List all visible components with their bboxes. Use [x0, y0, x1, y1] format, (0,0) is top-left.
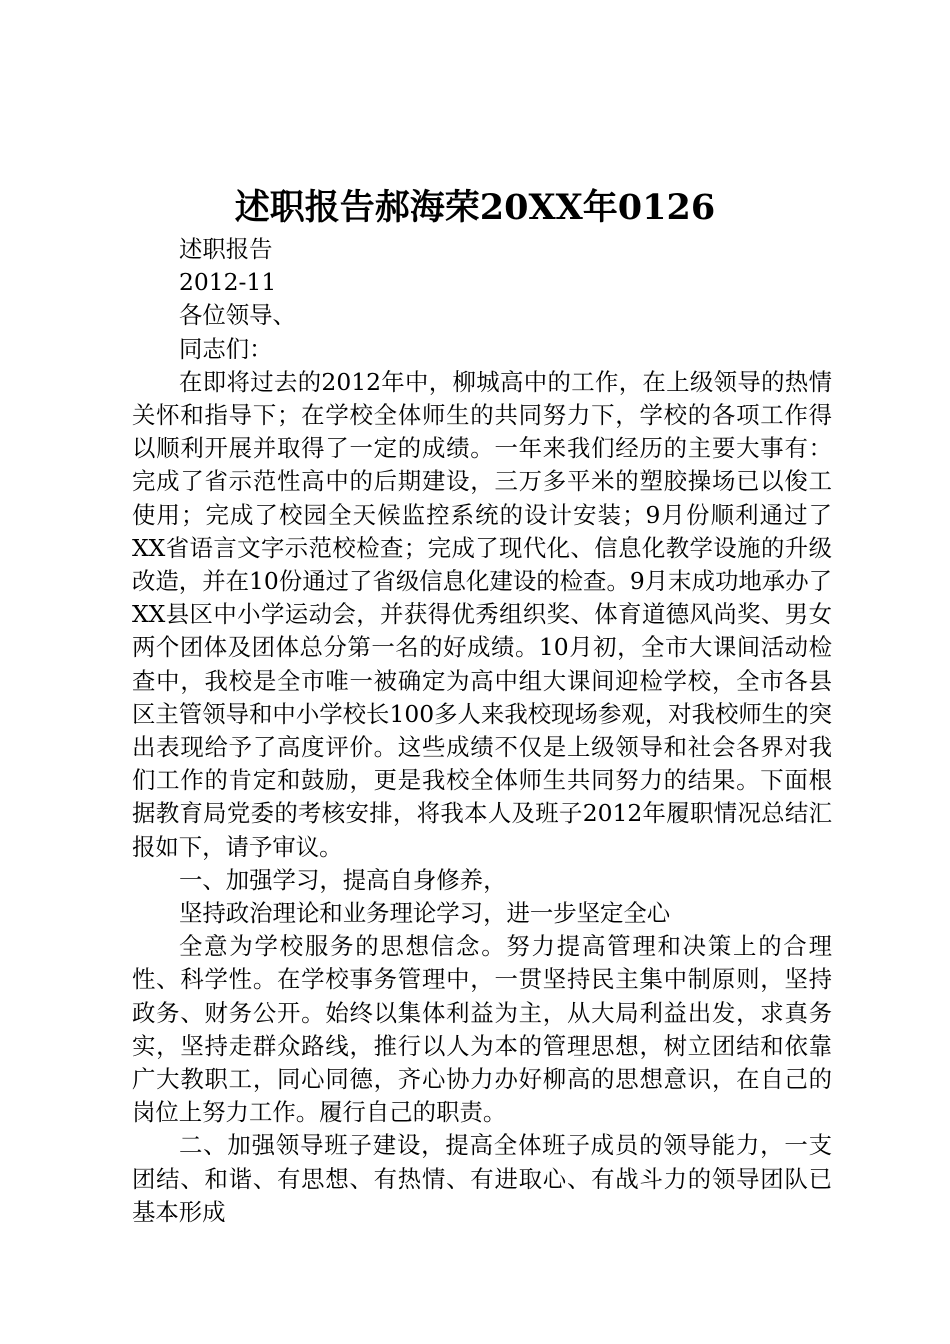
- document-title: 述职报告郝海荣20XX年0126: [234, 187, 716, 228]
- paragraph-salutation-leaders: 各位领导、: [179, 301, 296, 330]
- paragraph-heading-label: 述职报告: [179, 235, 273, 263]
- paragraph-date: 2012-11: [179, 268, 277, 297]
- paragraph-introduction: 在即将过去的2012年中，柳城高中的工作，在上级领导的热情关怀和指导下；在学校全体师生的共同努力下，学校的各项工作得以顺利开展并取得了一定的成绩。一年来我们经历的主要大事有：完成了省示范性高中的后期建设，三万多平米的塑胶操场已以俊工使用；完成了校园全天候监控系统的设计安装；9月份顺利通过了XX省语言文字示范校检查；完成了现代化、信息化教学设施的升级改造，并在10份通过了省级信息化建设的检查。9月末成功地承办了XX县区中小学运动会，并获得优秀组织奖、体育道德风尚奖、男女两个团体及团体总分第一名的好成绩。10月初，全市大课间活动检查中，我校是全市唯一被确定为高中组大课间迎检学校，全市各县区主管领导和中小学校长100多人来我校现场参观，对我校师生的突出表现给予了高度评价。这些成绩不仅是上级领导和社会各界对我们工作的肯定和鼓励，更是我校全体师生共同努力的结果。下面根据教育局党委的考核安排，将我本人及班子2012年履职情况总结汇报如下，请予审议。: [132, 367, 832, 861]
- document-body: [132, 233, 832, 1229]
- paragraph-section-1-lead: 坚持政治理论和业务理论学习，进一步坚定全心: [179, 899, 671, 928]
- section-heading-1: 一、加强学习，提高自身修养，: [179, 865, 507, 894]
- section-heading-2: 二、加强领导班子建设，提高全体班子成员的领导能力，一支团结、和谐、有思想、有热情、有进取心、有战斗力的领导团队已基本形成: [132, 1131, 832, 1226]
- paragraph-section-1-body: 全意为学校服务的思想信念。努力提高管理和决策上的合理性、科学性。在学校事务管理中，一贯坚持民主集中制原则，坚持政务、财务公开。始终以集体利益为主，从大局利益出发，求真务实，坚持走群众路线，推行以人为本的管理思想，树立团结和依靠广大教职工，同心同德，齐心协力办好柳高的思想意识，在自己的岗位上努力工作。履行自己的职责。: [132, 932, 832, 1127]
- paragraph-salutation-comrades: 同志们：: [179, 334, 273, 363]
